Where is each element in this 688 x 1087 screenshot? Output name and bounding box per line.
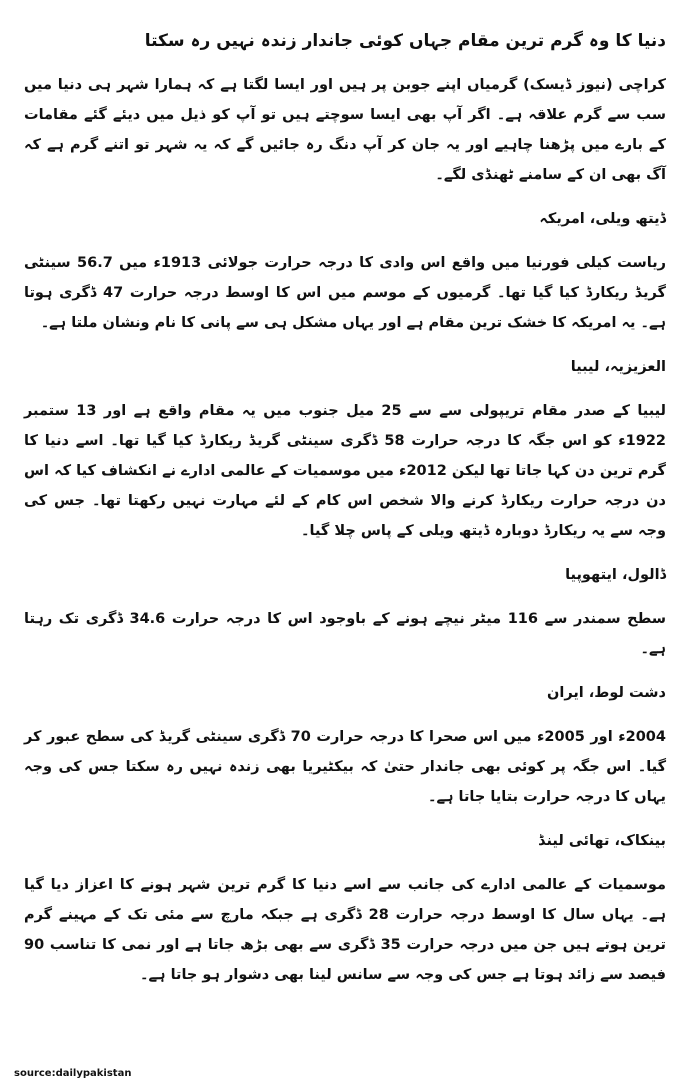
section-body-dallol: سطح سمندر سے 116 میٹر نیچے ہونے کے باوجود اس کا درجہ حرارت 34.6 ڈگری تک رہتا ہے۔ [24,611,667,657]
section-heading-dasht-e-lut: دشت لوط، ایران [546,685,666,701]
section-heading-death-valley: ڈیتھ ویلی، امریکہ [539,211,666,227]
section-heading-dallol: ڈالول، ایتھوپیا [565,567,666,583]
section-heading-bangkok: بینکاک، تھائی لینڈ [538,833,666,849]
source-credit: source:dailypakistan [14,1068,132,1079]
section-body-bangkok: موسمیات کے عالمی ادارے کی جانب سے اسے دنیا کا گرم ترین شہر ہونے کا اعزاز دیا گیا ہے۔ یہاں سال کا اوسط درجہ حرارت 28 ڈگری ہے جبکہ مارچ سے مئی تک کے مہینے گرم ترین ہوتے ہیں جن میں درجہ حرارت 35 ڈگری سے بھی بڑھ جاتا ہے اور نمی کا تناسب 90 فیصد سے زائد ہوتا ہے جس کی وجہ سے سانس لینا بھی دشوار ہو جاتا ہے۔ [24,877,666,983]
section-heading-al-aziziyah: العزیزیہ، لیبیا [570,359,666,375]
section-body-death-valley: ریاست کیلی فورنیا میں واقع اس وادی کا درجہ حرارت جولائی 1913ء میں 56.7 سینٹی گریڈ ریکارڈ کیا گیا تھا۔ گرمیوں کے موسم میں اس کا اوسط درجہ حرارت 47 ڈگری ہوتا ہے۔ یہ امریکہ کا خشک ترین مقام ہے اور یہاں مشکل ہی سے پانی کا نام ونشان ملتا ہے۔ [24,255,666,331]
section-body-al-aziziyah: لیبیا کے صدر مقام تریپولی سے سے 25 میل جنوب میں یہ مقام واقع ہے اور 13 ستمبر 1922ء کو اس جگہ کا درجہ حرارت 58 ڈگری سینٹی گریڈ ریکارڈ کیا گیا تھا۔ اسے دنیا کا گرم ترین دن کہا جاتا تھا لیکن 2012ء میں موسمیات کے عالمی ادارے نے انکشاف کیا کہ اس دن درجہ حرارت ریکارڈ کرنے والا شخص اس کام کے لئے مہارت نہیں رکھتا تھا۔ جس کی وجہ سے یہ ریکارڈ دوبارہ ڈیتھ ویلی کے پاس چلا گیا۔ [24,403,666,539]
intro-paragraph: کراچی (نیوز ڈیسک) گرمیاں اپنے جوبن پر ہیں اور ایسا لگتا ہے کہ ہمارا شہر ہی دنیا میں سب سے گرم علاقہ ہے۔ اگر آپ بھی ایسا سوچتے ہیں تو آپ کو ذیل میں دیئے گئے مقامات کے بارے میں پڑھنا چاہیے اور یہ جان کر آپ دنگ رہ جائیں گے کہ یہ شہر تو اتنے گرم ہے کہ آگ بھی ان کے سامنے ٹھنڈی لگے۔ [24,77,666,183]
section-body-dasht-e-lut: 2004ء اور 2005ء میں اس صحرا کا درجہ حرارت 70 ڈگری سینٹی گریڈ کی سطح عبور کر گیا۔ اس جگہ پر کوئی بھی جاندار حتیٰ کہ بیکٹیریا بھی زندہ نہیں رہ سکتا جس کی وجہ یہاں کا درجہ حرارت بتایا جاتا ہے۔ [24,729,666,805]
article-title: دنیا کا وہ گرم ترین مقام جہاں کوئی جاندار زندہ نہیں رہ سکتا [144,31,666,51]
